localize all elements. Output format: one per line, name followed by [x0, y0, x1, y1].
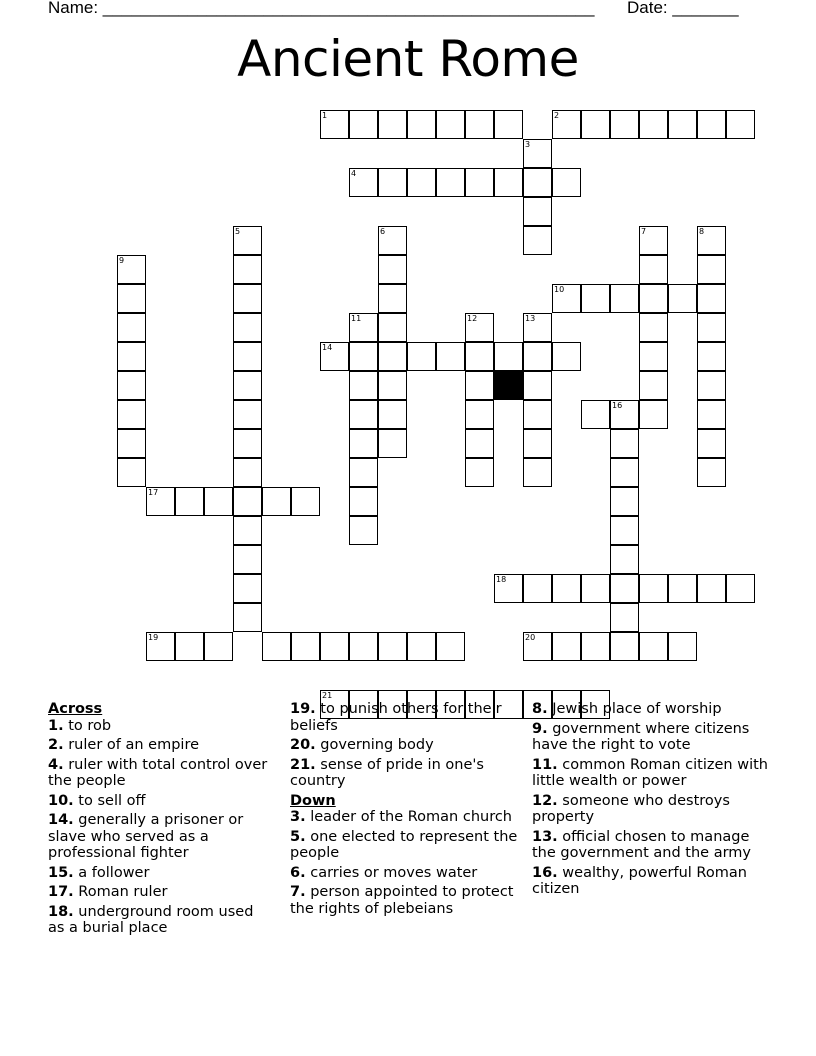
clue-number: 14 — [322, 343, 333, 352]
crossword-cell[interactable] — [465, 168, 494, 197]
clue-number: 11 — [351, 314, 362, 323]
crossword-cell[interactable] — [349, 110, 378, 139]
crossword-cell[interactable] — [697, 226, 726, 255]
crossword-cell[interactable] — [407, 168, 436, 197]
clue-number: 10 — [554, 285, 565, 294]
crossword-cell[interactable] — [726, 110, 755, 139]
across-heading: Across — [48, 701, 103, 717]
clue-number: 3 — [525, 140, 531, 149]
crossword-cell[interactable] — [436, 342, 465, 371]
crossword-cell[interactable] — [204, 632, 233, 661]
crossword-cell[interactable] — [465, 458, 494, 487]
crossword-cell[interactable] — [378, 371, 407, 400]
crossword-cell[interactable] — [639, 342, 668, 371]
crossword-cell[interactable] — [581, 284, 610, 313]
clue-number: 17 — [148, 488, 159, 497]
crossword-cell[interactable] — [320, 342, 349, 371]
clue-item: 15. a follower — [48, 864, 150, 881]
crossword-cell[interactable] — [465, 371, 494, 400]
crossword-cell[interactable] — [581, 632, 610, 661]
clue-item: 2. ruler of an empire — [48, 737, 200, 753]
crossword-cell[interactable] — [291, 632, 320, 661]
crossword-cell[interactable] — [378, 168, 407, 197]
crossword-cell[interactable] — [233, 400, 262, 429]
crossword-cell[interactable] — [465, 313, 494, 342]
crossword-cell[interactable] — [523, 313, 552, 342]
crossword-cell[interactable] — [639, 255, 668, 284]
crossword-cell[interactable] — [233, 313, 262, 342]
crossword-cell[interactable] — [233, 574, 262, 603]
crossword-cell[interactable] — [639, 574, 668, 603]
crossword-cell[interactable] — [668, 284, 697, 313]
crossword-cell[interactable] — [349, 429, 378, 458]
crossword-cell[interactable] — [581, 110, 610, 139]
clue-number: 8 — [699, 227, 705, 236]
crossword-cell[interactable] — [349, 487, 378, 516]
crossword-cell[interactable] — [610, 110, 639, 139]
clue-number: 9 — [119, 256, 125, 265]
crossword-cell[interactable] — [378, 429, 407, 458]
crossword-cell[interactable] — [523, 632, 552, 661]
crossword-cell[interactable] — [349, 516, 378, 545]
clue-item: 5. one elected to represent the people — [290, 828, 518, 861]
crossword-cell[interactable] — [436, 632, 465, 661]
crossword-cell[interactable] — [233, 371, 262, 400]
crossword-cell[interactable] — [494, 342, 523, 371]
clue-number: 18 — [496, 575, 507, 584]
crossword-cell[interactable] — [668, 110, 697, 139]
down-heading: Down — [290, 792, 336, 809]
crossword-cell[interactable] — [639, 400, 668, 429]
clue-item: 19. to punish others for their beliefs — [290, 701, 502, 734]
crossword-cell[interactable] — [610, 603, 639, 632]
crossword-cell[interactable] — [407, 632, 436, 661]
crossword-cell[interactable] — [378, 632, 407, 661]
crossword-cell[interactable] — [175, 487, 204, 516]
clue-item: 21. sense of pride in one's country — [290, 756, 484, 789]
crossword-cell[interactable] — [610, 632, 639, 661]
crossword-cell[interactable] — [349, 632, 378, 661]
crossword-cell[interactable] — [697, 429, 726, 458]
clue-number: 16 — [612, 401, 623, 410]
crossword-cell[interactable] — [697, 110, 726, 139]
clue-number: 6 — [380, 227, 386, 236]
crossword-cell[interactable] — [233, 545, 262, 574]
crossword-cell[interactable] — [465, 110, 494, 139]
crossword-cell[interactable] — [610, 429, 639, 458]
crossword-cell[interactable] — [262, 632, 291, 661]
crossword-cell[interactable] — [407, 110, 436, 139]
crossword-cell[interactable] — [117, 429, 146, 458]
crossword-cell[interactable] — [523, 342, 552, 371]
crossword-cell[interactable] — [523, 168, 552, 197]
crossword-cell[interactable] — [349, 342, 378, 371]
crossword-cell[interactable] — [610, 458, 639, 487]
clue-item: 1. to rob — [48, 717, 112, 734]
crossword-cell[interactable] — [233, 458, 262, 487]
clue-number: 20 — [525, 633, 536, 642]
clue-item: 7. person appointed to protect the rights of plebeians — [290, 884, 514, 917]
crossword-cell[interactable] — [378, 400, 407, 429]
clue-item: 17. Roman ruler — [48, 884, 168, 900]
crossword-cell[interactable] — [552, 168, 581, 197]
crossword-cell[interactable] — [233, 284, 262, 313]
clue-item: 11. common Roman citizen with little wealth or power — [532, 756, 768, 789]
crossword-cell[interactable] — [552, 632, 581, 661]
clue-number: 19 — [148, 633, 159, 642]
date-field-label: Date: _______ — [627, 0, 739, 17]
clue-item: 13. official chosen to manage the government and the army — [532, 828, 752, 861]
clue-item: 8. Jewish place of worship — [532, 701, 722, 717]
crossword-cell[interactable] — [117, 255, 146, 284]
clue-item: 20. governing body — [290, 737, 434, 753]
crossword-cell[interactable] — [610, 574, 639, 603]
crossword-cell[interactable] — [726, 574, 755, 603]
clue-number: 2 — [554, 111, 560, 120]
crossword-cell[interactable] — [320, 632, 349, 661]
crossword-cell[interactable] — [668, 574, 697, 603]
crossword-cell[interactable] — [494, 574, 523, 603]
crossword-cell[interactable] — [146, 487, 175, 516]
crossword-cell[interactable] — [233, 429, 262, 458]
crossword-cell[interactable] — [378, 342, 407, 371]
crossword-cell[interactable] — [436, 168, 465, 197]
crossword-cell[interactable] — [523, 226, 552, 255]
crossword-cell[interactable] — [697, 342, 726, 371]
crossword-cell[interactable] — [175, 632, 204, 661]
clue-number: 13 — [525, 314, 536, 323]
crossword-cell[interactable] — [697, 313, 726, 342]
clue-item: 10. to sell off — [48, 792, 146, 809]
crossword-cell[interactable] — [117, 313, 146, 342]
clue-column-2 — [290, 701, 522, 920]
crossword-cell[interactable] — [523, 574, 552, 603]
crossword-cell[interactable] — [117, 342, 146, 371]
crossword-cell[interactable] — [117, 371, 146, 400]
crossword-cell[interactable] — [639, 226, 668, 255]
crossword-cell[interactable] — [552, 342, 581, 371]
crossword-cell[interactable] — [697, 574, 726, 603]
crossword-cell[interactable] — [639, 284, 668, 313]
clue-number: 7 — [641, 227, 647, 236]
crossword-cell[interactable] — [349, 168, 378, 197]
crossword-cell[interactable] — [320, 110, 349, 139]
crossword-cell[interactable] — [349, 400, 378, 429]
black-square — [494, 371, 523, 400]
crossword-cell[interactable] — [465, 400, 494, 429]
clue-number: 4 — [351, 169, 357, 178]
clue-item: 4. ruler with total control over the people — [48, 756, 268, 789]
crossword-cell[interactable] — [465, 342, 494, 371]
page-title: Ancient Rome — [237, 30, 579, 88]
crossword-cell[interactable] — [233, 342, 262, 371]
crossword-cell[interactable] — [349, 371, 378, 400]
crossword-cell[interactable] — [349, 458, 378, 487]
crossword-cell[interactable] — [233, 487, 262, 516]
clue-item: 14. generally a prisoner or slave who served as a professional fighter — [48, 812, 244, 861]
crossword-cell[interactable] — [117, 400, 146, 429]
crossword-cell[interactable] — [697, 458, 726, 487]
clue-column-3 — [532, 701, 772, 901]
crossword-cell[interactable] — [639, 110, 668, 139]
crossword-cell[interactable] — [523, 458, 552, 487]
clue-item: 3. leader of the Roman church — [290, 809, 513, 825]
clue-item: 16. wealthy, powerful Roman citizen — [532, 864, 747, 897]
crossword-cell[interactable] — [552, 284, 581, 313]
crossword-cell[interactable] — [378, 255, 407, 284]
crossword-cell[interactable] — [697, 284, 726, 313]
crossword-cell[interactable] — [436, 110, 465, 139]
crossword-cell[interactable] — [523, 139, 552, 168]
crossword-cell[interactable] — [581, 400, 610, 429]
clue-item: 9. government where citizens have the right to vote — [532, 720, 750, 753]
crossword-cell[interactable] — [610, 284, 639, 313]
crossword-cell[interactable] — [610, 487, 639, 516]
crossword-cell[interactable] — [610, 400, 639, 429]
crossword-cell[interactable] — [552, 574, 581, 603]
crossword-cell[interactable] — [610, 516, 639, 545]
crossword-cell[interactable] — [697, 255, 726, 284]
crossword-cell[interactable] — [291, 487, 320, 516]
crossword-cell[interactable] — [494, 168, 523, 197]
clue-number: 12 — [467, 314, 478, 323]
crossword-cell[interactable] — [523, 371, 552, 400]
clue-item: 6. carries or moves water — [290, 864, 478, 881]
crossword-cell[interactable] — [639, 371, 668, 400]
crossword-cell[interactable] — [697, 371, 726, 400]
name-field-label: Name: ____________________________________________________ — [48, 0, 595, 17]
crossword-cell[interactable] — [262, 487, 291, 516]
crossword-cell[interactable] — [233, 516, 262, 545]
clue-column-1 — [48, 701, 273, 940]
clue-item: 12. someone who destroys property — [532, 792, 730, 825]
crossword-cell[interactable] — [204, 487, 233, 516]
clue-number: 1 — [322, 111, 328, 120]
crossword-cell[interactable] — [523, 400, 552, 429]
crossword-cell[interactable] — [581, 574, 610, 603]
clue-item: 18. underground room used as a burial place — [48, 903, 254, 936]
crossword-cell[interactable] — [494, 110, 523, 139]
crossword-cell[interactable] — [465, 429, 494, 458]
crossword-cell[interactable] — [349, 313, 378, 342]
crossword-cell[interactable] — [639, 313, 668, 342]
crossword-cell[interactable] — [378, 226, 407, 255]
crossword-cell[interactable] — [146, 632, 175, 661]
crossword-cell[interactable] — [117, 284, 146, 313]
crossword-cell[interactable] — [233, 603, 262, 632]
crossword-cell[interactable] — [378, 110, 407, 139]
crossword-cell[interactable] — [523, 429, 552, 458]
crossword-cell[interactable] — [552, 110, 581, 139]
crossword-cell[interactable] — [233, 226, 262, 255]
crossword-cell[interactable] — [378, 313, 407, 342]
crossword-cell[interactable] — [378, 284, 407, 313]
crossword-cell[interactable] — [117, 458, 146, 487]
crossword-cell[interactable] — [523, 197, 552, 226]
crossword-cell[interactable] — [697, 400, 726, 429]
crossword-cell[interactable] — [668, 632, 697, 661]
clue-number: 5 — [235, 227, 241, 236]
crossword-cell[interactable] — [639, 632, 668, 661]
clue-number: 21 — [322, 691, 333, 700]
crossword-cell[interactable] — [610, 545, 639, 574]
crossword-cell[interactable] — [233, 255, 262, 284]
crossword-cell[interactable] — [407, 342, 436, 371]
